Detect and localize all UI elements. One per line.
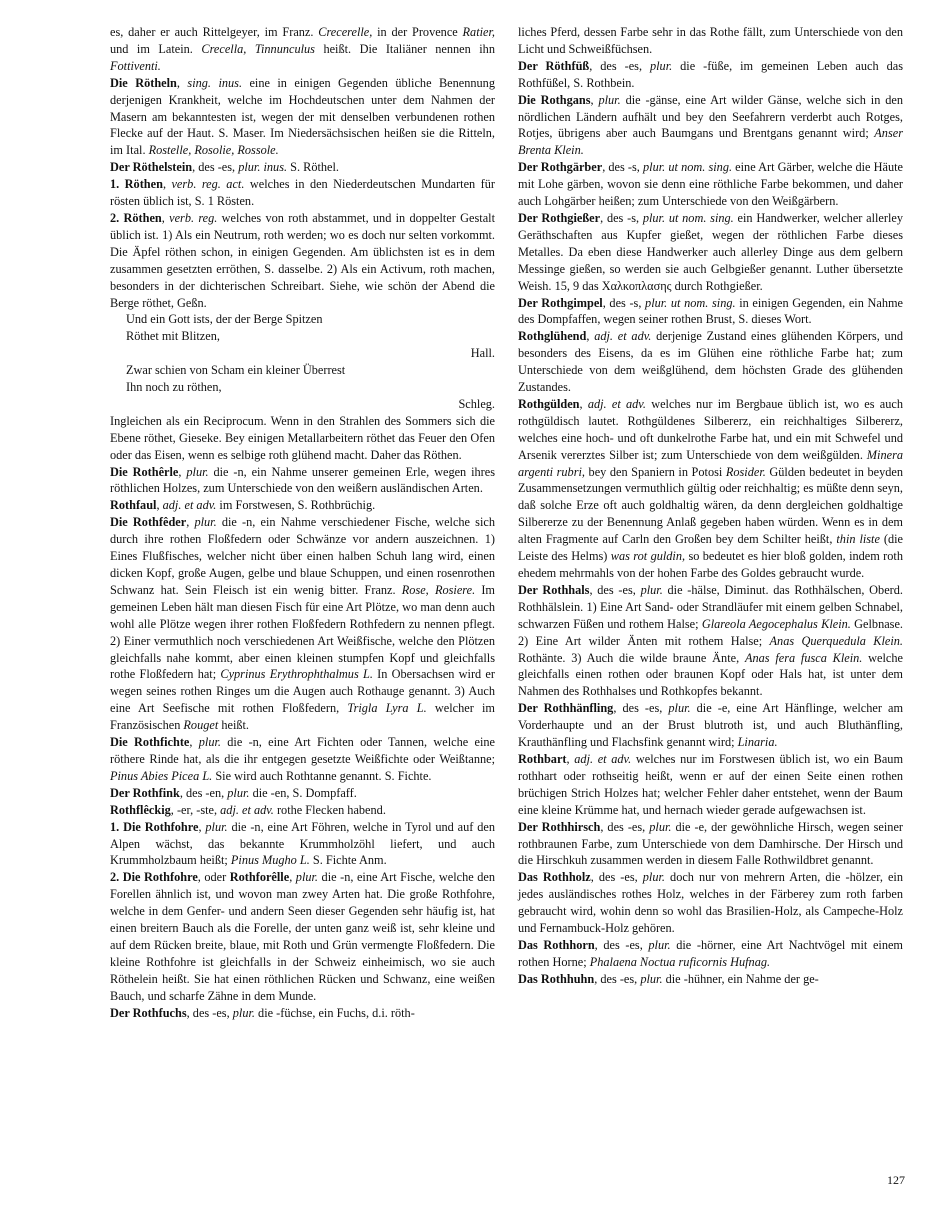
entry-text: die -n, eine Art Föhren, welche in Tyrol und auf den Alpen wächst, das bekannte Krummholzöhl liefert, und auch Krummholzbaum heißt; <box>110 819 495 868</box>
italic-term: plur. <box>640 582 663 597</box>
entry-text: , des -s, <box>602 160 644 175</box>
dictionary-entry <box>110 497 495 514</box>
italic-term: Trigla Lyra L. <box>347 701 427 716</box>
entry-text: , oder <box>197 870 230 885</box>
dictionary-entry <box>518 24 903 58</box>
headword: Der Rothgießer <box>518 210 601 225</box>
dictionary-entry <box>110 24 495 75</box>
italic-term: Rouget <box>183 718 219 733</box>
italic-term: Rostelle, Rosolie, Rossole. <box>148 143 279 158</box>
italic-term: sing. inus. <box>187 75 243 90</box>
headword: Das Rothhorn <box>518 937 595 952</box>
italic-term: plur. <box>649 819 672 834</box>
page-number: 127 <box>887 1173 905 1187</box>
entry-text: , <box>198 819 206 834</box>
dictionary-entry <box>518 58 903 92</box>
entry-text: , <box>176 75 188 90</box>
entry-text: die -hühner, ein Nahme der ge- <box>662 971 819 986</box>
dictionary-entry <box>110 819 495 870</box>
italic-term: plur. <box>668 701 691 716</box>
italic-term: thin liste <box>836 532 880 547</box>
dictionary-entry <box>518 159 903 210</box>
dictionary-entry <box>110 514 495 734</box>
italic-term: Phalaena Noctua ruficornis Hufnag. <box>589 954 771 969</box>
entry-text: doch nur von mehrern Arten, die -hölzer, ein jedes ausländisches rothes Holz, welches in der Färberey zum roth farben gebraucht wird, wohin denn so wohl das Brasilien-Holz, als Campeche-Holz und Fernambuck-Holz gehören. <box>518 870 903 936</box>
entry-text: , des -s, <box>602 295 646 310</box>
entry-text: S. Fichte Anm. <box>309 853 387 868</box>
italic-term: adj. et adv. <box>594 329 652 344</box>
entry-text: , <box>579 396 588 411</box>
headword: Der Rothgärber <box>518 160 603 175</box>
italic-term: Crecerelle, <box>318 25 373 39</box>
entry-text: Hall. <box>470 346 495 361</box>
headword: Die Rothgans <box>518 92 591 107</box>
dictionary-entry <box>518 328 903 396</box>
headword: Der Rothhänfling <box>518 701 614 716</box>
entry-text: eine in einigen Gegenden übliche Benennung derjenigen Krankheit, welche im Hochdeutschen unter dem Nahmen der Masern am bekanntesten ist, wegen der mit denselben verbundenen rothen Flecke auf der Haut. S. Maser. Im Niedersächsischen heißen sie die Ritteln, im Ital. <box>110 75 495 158</box>
entry-text: die -gänse, eine Art wilder Gänse, welche sich in den nördlichen Ländern aufhält und bey den Seefahrern verderbt auch Rotges, Rotjes, übrigens aber auch Baumgans und Brentgans genannt wird; <box>518 92 903 141</box>
entry-text: In Obersachsen wird er wegen seines rothen Ringes um die Augen auch Rothauge genannt. 3) Auch eine Art Seefische mit rothen Floßfedern, <box>110 667 495 716</box>
italic-term: Crecella, Tinnunculus <box>201 41 315 56</box>
entry-text: , <box>289 870 296 885</box>
entry-text: in der Provence <box>372 25 463 39</box>
dictionary-entry <box>110 464 495 498</box>
entry-text: , des -es, <box>594 971 641 986</box>
dictionary-entry <box>518 751 903 819</box>
entry-text: , des -es, <box>186 1005 233 1020</box>
dictionary-entry <box>110 396 495 413</box>
entry-text: in einigen Gegenden, ein Nahme des Dompfaffen, wegen seiner rothen Brust, S. dieses Wort. <box>518 295 903 327</box>
headword: Der Rothhals <box>518 582 590 597</box>
dictionary-entry <box>110 413 495 464</box>
dictionary-entry <box>110 785 495 802</box>
headword: Die Rötheln <box>110 75 177 90</box>
entry-text: Gülden bedeutet in beyden Zusammensetzungen vermuthlich gültig oder reichhaltig; es müßte denn seyn, daß solche Erze oft auch goldhaltig wären, da denn dergleichen goldhaltige Silbererze zu der Benennung Anlaß gegeben haben würden. Wenn es in dem alten Fragmente auf Carln den Großen bey dem Schilter heißt, <box>518 464 903 547</box>
entry-text: Ihn noch zu röthen, <box>126 380 222 395</box>
entry-text: Im gemeinen Leben hält man diesen Fisch für eine Art Plötze, wo man denn auch wohl alle Plötze wegen ihrer rothen Floßfedern Rothfedern zu nennen pflegt. 2) Einer vermuthlich noch verschiedenen Art Weißfische, welche den Plötzen gleichfalls nahe kommt, aber einen kleinen stumpfen Kopf und gleichfalls rothe Floßfedern hat; <box>110 582 495 682</box>
entry-text: die -füchse, ein Fuchs, d.i. röth- <box>254 1005 415 1020</box>
entry-text: , <box>590 92 599 107</box>
italic-term: plur. inus. <box>238 160 288 175</box>
entry-text: es, daher er auch Rittelgeyer, im Franz. <box>110 25 319 39</box>
headword: Rothgülden <box>518 396 580 411</box>
entry-text: bey den Spaniern in Potosi <box>584 464 726 479</box>
headword: Die Rothfêder <box>110 515 187 530</box>
dictionary-entry <box>518 582 903 700</box>
italic-term: plur. <box>648 937 671 952</box>
dictionary-entry <box>518 295 903 329</box>
headword: Rothglühend <box>518 329 587 344</box>
italic-term: adj. et adv. <box>587 396 646 411</box>
entry-text: heißt. <box>218 718 250 733</box>
italic-term: Ratier, <box>462 25 495 39</box>
italic-term: Linaria. <box>737 735 778 750</box>
headword: Der Röthelstein <box>110 160 193 175</box>
headword: Die Rothêrle <box>110 464 179 479</box>
entry-text: , -er, -ste, <box>170 802 221 817</box>
italic-term: plur. <box>232 1005 255 1020</box>
entry-text: die -n, eine Art Fische, welche den Forellen ähnlich ist, und wovon man zwey Arten hat. Die große Rothfohre, welche in dem Genfer- und andern Seen dieser Gegenden sehr häufig ist, hat einen breitern Bauch als die Forelle, der unten ganz weiß ist, sehr kleine und auf dem Rücken breite, blaue, mit Roth und Grün vermengte Floßfedern. Die kleine Rothfohre ist gleichfalls in der Schweiz einheimisch, wo sie auch Röthelein heißt. Sie hat einen röthlichen Rücken und Schwanz, eine weißen Bauch, und scharfe Zähne in dem Munde. <box>110 870 495 1003</box>
italic-term: plur. ut nom. sing. <box>643 160 733 175</box>
headword: Das Rothholz <box>518 870 591 885</box>
entry-text: Gelbnase. 2) Eine Art wilder Änten mit rothem Halse; <box>518 616 903 648</box>
dictionary-entry <box>518 396 903 582</box>
dictionary-entry <box>110 362 495 379</box>
entry-text: Röthet mit Blitzen, <box>126 329 220 344</box>
headword: Die Rothfichte <box>110 735 190 750</box>
entry-text: welche gleichfalls einen rothen oder braunen Kopf oder Hals hat, ist unter dem Nahmen des Rothhalses und Rothkopfes bekannt. <box>518 650 903 699</box>
entry-text: welches nur im Bergbaue üblich ist, wo es auch rothgüldisch lautet. Rothgüldenes Silbererz, ein reichhaltiges Silbererz, welches eine hoch- und oft dunkelrothe Farbe hat, und ein mit Schwefel und Arsenik vererztes Silber ist; zum Unterschiede von dem weißgülden. <box>518 396 903 462</box>
entry-text: die -hälse, Diminut. das Rothhälschen, Oberd. Rothhälslein. 1) Eine Art Sand- oder Strandläufer mit einem gelben Schnabel, schwarzen Füßen und rothem Halse; <box>518 582 903 631</box>
entry-text: die -e, eine Art Hänflinge, welcher am Vorderhaupte und an der Brust blutroth ist, und auch Bluthänfling, Krauthänfling und Flachsfink genannt wird; <box>518 701 904 750</box>
dictionary-entry <box>518 210 903 295</box>
entry-text: , des -en, <box>179 785 228 800</box>
italic-term: adj. et adv. <box>574 751 632 766</box>
entry-text: rothe Flecken habend. <box>273 802 386 817</box>
entry-text: und im Latein. <box>110 41 202 56</box>
entry-text: die -füße, im gemeinen Leben auch das Rothfüßel, S. Rothbein. <box>518 58 903 90</box>
italic-term: plur. <box>642 870 665 885</box>
entry-text: Ingleichen als ein Reciprocum. Wenn in den Strahlen des Sommers sich die Ebene röthet, Gieseke. Bey einigen Metallarbeitern röthet das Feuer den Ofen oder das Eisen, wenn es selbige roth glühend macht. Daher das Röthen. <box>110 413 495 462</box>
entry-text: derjenige Zustand eines glühenden Körpers, und besonders des Eisens, da es im Glühen eine röthliche Farbe hat; zum Unterschiede von dem weißglühend, dem höchsten Grade des glühenden Zustandes. <box>518 329 903 395</box>
entry-text: , des -s, <box>600 210 643 225</box>
entry-text: Zwar schien von Scham ein kleiner Überrest <box>126 363 346 378</box>
italic-term: Pinus Mugho L. <box>230 853 310 868</box>
entry-text: , des -es, <box>590 870 643 885</box>
headword: 1. Die Rothfohre <box>110 819 199 834</box>
italic-term: verb. reg. <box>169 210 218 225</box>
headword: Der Rothfink <box>110 785 180 800</box>
entry-text: Rothänte. 3) Auch die wilde braune Änte, <box>518 650 745 665</box>
entry-text: die -hörner, eine Art Nachtvögel mit einem rothen Horne; <box>518 937 903 969</box>
dictionary-entry <box>110 159 495 176</box>
dictionary-entry <box>110 328 495 345</box>
italic-term: plur. ut nom. sing. <box>642 210 734 225</box>
entry-text: , <box>189 735 199 750</box>
entry-text: , des -es, <box>613 701 669 716</box>
dictionary-entry <box>110 311 495 328</box>
entry-text: welches von roth abstammet, und in doppelter Gestalt üblich ist. 1) Als ein Neutrum, roth werden; wo es doch nur selten vorkommt. Die Äpfel röthen schon, in einigen Gegenden. Am üblichsten ist es in dem zusammen gesetzten erröthen, S. dasselbe. 2) Als ein Activum, roth machen, besonders in der dichterischen Schreibart. Siehe, wie schön der Abend die Berge röthet, Geßn. <box>110 210 496 310</box>
italic-term: plur. <box>649 58 673 73</box>
entry-text: , <box>566 751 575 766</box>
dictionary-entry <box>110 345 495 362</box>
headword: 2. Die Rothfohre <box>110 870 198 885</box>
italic-term: Anser Brenta Klein. <box>518 126 903 158</box>
dictionary-entry <box>518 937 903 971</box>
entry-text: die -en, S. Dompfaff. <box>249 785 357 800</box>
dictionary-entry <box>110 869 495 1004</box>
headword: Das Rothhuhn <box>518 971 595 986</box>
dictionary-entry <box>518 700 903 751</box>
italic-term: Anas fera fusca Klein. <box>744 650 863 665</box>
italic-term: plur. <box>640 971 663 986</box>
headword: Rothfaul <box>110 498 157 513</box>
entry-text: , des -es, <box>589 582 641 597</box>
italic-term: Fottiventi. <box>110 58 161 73</box>
entry-text: im Forstwesen, S. Rothbrüchig. <box>216 498 376 513</box>
italic-term: was rot guldin, <box>610 549 686 564</box>
entry-text: , <box>586 329 595 344</box>
dictionary-entry <box>518 819 903 870</box>
headword: Rothbart <box>518 751 567 766</box>
italic-term: plur. <box>598 92 621 107</box>
dictionary-entry <box>110 1005 495 1022</box>
headword: 1. Röthen <box>110 177 163 192</box>
italic-term: adj. et adv. <box>220 802 274 817</box>
dictionary-entry <box>518 971 903 988</box>
italic-term: adj. et adv. <box>162 498 217 513</box>
dictionary-entry <box>518 869 903 937</box>
italic-term: Cyprinus Erythrophthalmus L. <box>220 667 373 682</box>
headword: Der Rothhirsch <box>518 819 601 834</box>
entry-text: liches Pferd, dessen Farbe sehr in das Rothe fällt, zum Unterschiede von den Licht und Schweißfüchsen. <box>518 25 903 56</box>
entry-text: Sie wird auch Rothtanne genannt. S. Fichte. <box>212 768 432 783</box>
entry-text: (die Leiste des Helms) <box>518 532 903 564</box>
italic-term: Rose, Rosiere. <box>401 582 476 597</box>
dictionary-entry <box>110 176 495 210</box>
entry-text: , des -es, <box>589 58 650 73</box>
entry-text: die -e, der gewöhnliche Hirsch, wegen seiner rothbraunen Farbe, zum Unterschiede von dem Damhirsche. Der Hirsch und die Hirschkuh zusammen werden in diesem Falle Rothwildbret genannt. <box>518 819 903 868</box>
headword: Der Rothfuchs <box>110 1005 187 1020</box>
headword: Rothflêckig <box>110 802 171 817</box>
italic-term: plur. <box>205 819 228 834</box>
right-column <box>518 24 903 988</box>
italic-term: Glareola Aegocephalus Klein. <box>701 616 851 631</box>
left-column <box>110 24 495 1021</box>
italic-term: plur. <box>227 785 250 800</box>
headword: Rothforêlle <box>229 870 290 885</box>
dictionary-entry <box>518 92 903 160</box>
entry-text: heißt. Die Italiäner nennen ihn <box>314 41 495 56</box>
entry-text: so bedeutet es hier bloß golden, indem roth ehedem mehrmahls von der hohen Farbe des Goldes gebraucht wurde. <box>518 549 903 580</box>
entry-text: die -n, ein Nahme verschiedener Fische, welche sich durch ihre rothen Floßfedern oder Schwänze vor andern auszeichnen. 1) Eines Flußfisches, welcher nicht über einen halben Schuh lang wird, einen dicken Kopf, große Augen, gelbe und blaue Schuppen, und einen rosenrothen Schwanz hat. Sein Fleisch ist ein wenig bitter. Franz. <box>110 515 495 597</box>
entry-text: welcher im Französischen <box>110 701 495 733</box>
entry-text: , <box>161 210 170 225</box>
entry-text: , <box>162 177 172 192</box>
entry-text: Schleg. <box>458 396 495 411</box>
dictionary-entry <box>110 802 495 819</box>
entry-text: Und ein Gott ists, der der Berge Spitzen <box>126 312 323 327</box>
italic-term: plur. <box>198 735 221 750</box>
italic-term: Minera argenti rubri, <box>518 447 903 479</box>
entry-text: ein Handwerker, welcher allerley Geräthschaften aus Kupfer gießet, wegen der röthlichen Farbe dieses Metalles. Da eben diese Handwerker auch allerley Dinge aus dem gelbern Messinge gießen, so werden sie auch Gelbgießer genannt. Luther übersetzte Weish. 15, 9 das Χαλκοπλασης durch Rothgießer. <box>518 210 904 293</box>
entry-text: , des -es, <box>594 937 649 952</box>
entry-text: , des -es, <box>600 819 650 834</box>
italic-term: Anas Querquedula Klein. <box>769 633 904 648</box>
entry-text: , <box>156 498 163 513</box>
entry-text: die -n, eine Art Fichten oder Tannen, welche eine röthere Rinde hat, als die ihr entgegen gesetzte Weißfichte oder Weißtanne; <box>110 735 496 766</box>
entry-text: , <box>186 515 195 530</box>
italic-term: Rosider. <box>725 464 766 479</box>
dictionary-entry <box>110 75 495 160</box>
italic-term: plur. ut nom. sing. <box>645 295 736 310</box>
headword: 2. Röthen <box>110 210 162 225</box>
italic-term: plur. <box>186 464 209 479</box>
entry-text: eine Art Gärber, welche die Häute mit Lohe gärben, wovon sie denn eine röthliche Farbe bekommen, und daher auch Lohgärber heißen; zum Unterschiede von den Weißgärbern. <box>518 160 903 209</box>
entry-text: die -n, ein Nahme unserer gemeinen Erle, wegen ihres röthlichen Holzes, zum Unterschiede von den weißern ausländischen Arten. <box>110 464 495 496</box>
entry-text: S. Röthel. <box>287 160 339 175</box>
entry-text: , <box>178 464 187 479</box>
italic-term: verb. reg. act. <box>171 177 245 192</box>
dictionary-entry <box>110 210 495 311</box>
entry-text: welches nur im Forstwesen üblich ist, wo ein Baum rothhart oder rothseitig heißt, wenn er auf der einen Seite einen rothen brüchigen Strich Holzes hat; welcher Fehler daher entstehet, wenn der Baum eine kleine Krümme hat, und hernach wieder gerade aufgewachsen ist. <box>518 751 904 817</box>
italic-term: plur. <box>194 515 217 530</box>
dictionary-entry <box>110 734 495 785</box>
italic-term: plur. <box>295 870 319 885</box>
italic-term: Pinus Abies Picea L. <box>110 768 213 783</box>
headword: Der Röthfüß <box>518 58 590 73</box>
headword: Der Rothgimpel <box>518 295 603 310</box>
dictionary-entry <box>110 379 495 396</box>
entry-text: welches in den Niederdeutschen Mundarten für rösten üblich ist, S. 1 Rösten. <box>110 177 495 209</box>
entry-text: , des -es, <box>192 160 239 175</box>
